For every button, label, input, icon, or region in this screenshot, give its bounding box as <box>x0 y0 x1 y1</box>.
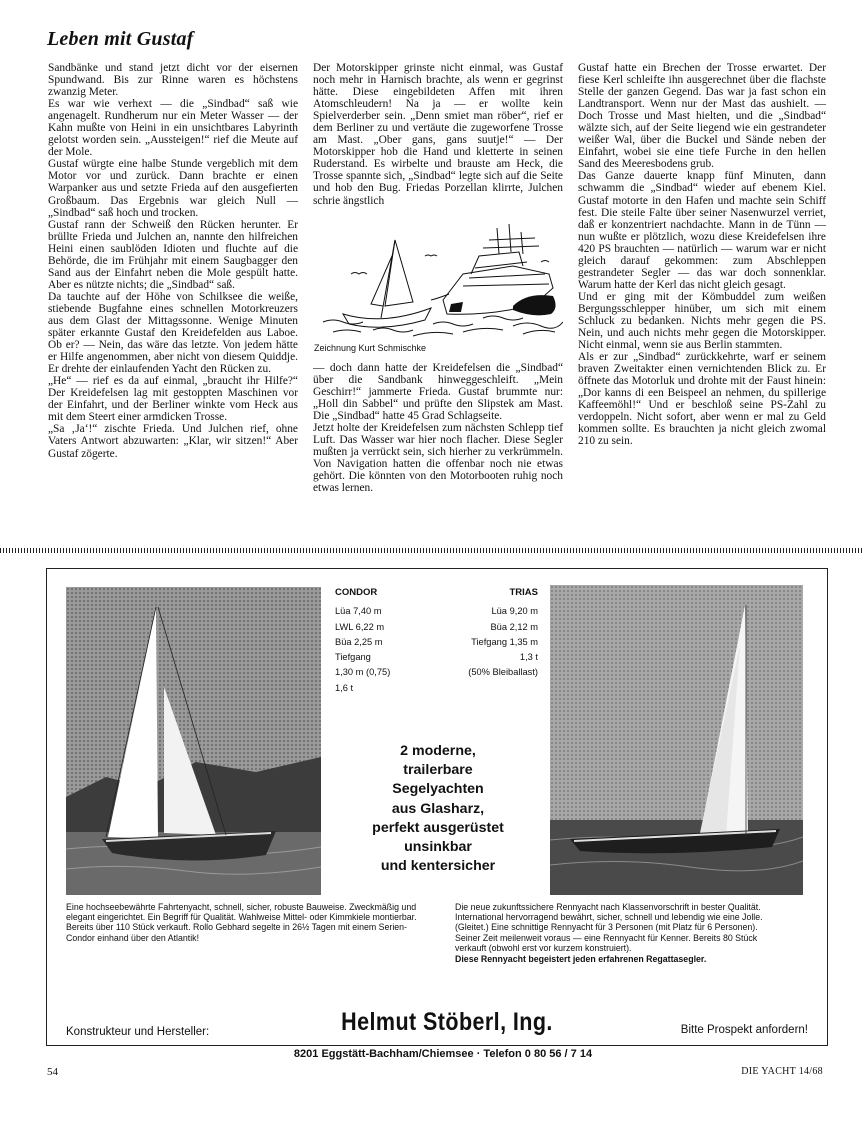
condor-specs <box>335 585 425 696</box>
article-column-2-top <box>313 62 563 207</box>
headline-line: trailerbare <box>403 762 473 779</box>
paragraph: „Sa ‚Ja‘!“ zischte Frieda. Und Julchen rief, ohne Vaters Antwort abzuwarten: „Klar, wir sitzen!“ Aber Gustaf zögerte. <box>48 423 298 460</box>
maker-label: Konstrukteur und Hersteller: <box>66 1026 210 1038</box>
headline-line: unsinkbar <box>404 839 472 856</box>
condor-name: CONDOR <box>335 587 378 598</box>
boat-sketch-illustration <box>313 222 563 340</box>
trias-description-block <box>455 902 785 964</box>
headline-line: 2 moderne, <box>400 743 476 759</box>
paragraph: „He“ — rief es da auf einmal, „braucht ihr Hilfe?“ Der Kreidefelsen lag mit gestoppten Maschinen vor der Einfahrt, und der Berliner winkte vom Heck aus mit dem Steert einer armdicken Trosse. <box>48 375 298 424</box>
paragraph: Und er ging mit der Kömbuddel zum weißen Bergungsschlepper hinüber, um sich mit einem Schluck zu bedanken. Nichts mehr gegen die PS. Nein, und auch nichts mehr gegen die Motorskipper. Nicht einmal, wenn sie aus Berlin stammten. <box>578 290 826 352</box>
spec-line: Büa 2,12 m <box>490 621 538 632</box>
paragraph: Der Motorskipper grinste nicht einmal, was Gustaf noch mehr in Harnisch brachte, als wenn er gegrinst hätte. Diese eingebildeten Affen mit ihren Atomschleudern! Na ja — er wollte kein Spielverderber sein. „Denn smiet man röber“, rief er dem Berliner zu und vertäute die zugeworfene Trosse am Mast. „Ober gans, gans suutje!“ — Der Motorskipper hob die Hand und kletterte in seinen Ruderstand. Es wirbelte und brauste am Heck, die Trosse spannte sich, „Sindbad“ legte sich auf die Seite und hob den Bug. Friedas Porzellan klirrte, Julchen schrie ängstlich <box>313 62 563 207</box>
trias-specs <box>430 585 538 681</box>
spec-line: (50% Bleiballast) <box>468 667 538 678</box>
spec-line: 1,30 m (0,75) <box>335 667 391 678</box>
article-title: Leben mit Gustaf <box>47 28 194 50</box>
paragraph: Gustaf rann der Schweiß den Rücken herunter. Er brüllte Frieda und Julchen an, nannte den hilfreichen Heini einen saublöden Idioten und fluchte auf die Behörde, die im Frühjahr mit einem Saugbagger den Sand aus der Einfahrt neben die Mole gespült hatte. Aber es nützte nichts; die „Sindbad“ saß. <box>48 218 298 291</box>
condor-description: Eine hochseebewährte Fahrtenyacht, schnell, sicher, robuste Bauweise. Zweckmäßig und elegant eingerichtet. Ein Begriff für Qualität. Wahlweise Mittel- oder Kimmkiele montierbar. Bereits über 110 Stück verkauft. Rollo Gebhard segelte in 26½ Tagen mit einem Serien-Condor einhand über den Atlantik! <box>66 902 417 943</box>
spec-line: 1,3 t <box>519 652 538 663</box>
headline-line: aus Glasharz, <box>391 800 485 817</box>
spec-line: Lüa 7,40 m <box>335 606 382 617</box>
ad-headline <box>330 742 546 876</box>
paragraph: Es war wie verhext — die „Sindbad“ saß wie angenagelt. Rundherum nur ein Meter Wasser — der Kahn mußte von Heini in ein unsichtbares Labyrinth gelotst worden sein. „Aussteigen!“ rief die Meute auf der Mole. <box>48 98 298 159</box>
article-column-2-bottom <box>313 362 563 495</box>
paragraph: Das Ganze dauerte knapp fünf Minuten, dann schwamm die „Sindbad“ wieder auf ebenem Kiel. Gustaf motorte in den Hafen und machte sein Schiff fest. Die steile Falte über seiner Nasenwurzel verriet, daß er konzentriert nachdachte. Mann in de Tünn — nun wußte er plötzlich, wozu diese Kreidefelsen ihre 420 PS brauchten — natürlich — warum war er nicht gleich darauf gekommen: zum Abschleppen gestrandeter Segler — das war doch sonnenklar. Warum hatte der Kerl das nicht gleich gesagt. <box>578 170 826 291</box>
prospect-cta: Bitte Prospekt anfordern! <box>680 1024 808 1036</box>
paragraph: — doch dann hatte der Kreidefelsen die „Sindbad“ über die Sandbank hinweggeschleift. „Mein Geschirr!“ jammerte Frieda. Gustaf brummte nur: „Holl din Sabbel“ und prüfte den Slipstek am Mast. Die „Sindbad“ hatte 45 Grad Schlagseite. <box>313 362 563 423</box>
headline-line: und kentersicher <box>380 858 496 875</box>
condor-yacht-photo <box>66 587 321 895</box>
article-column-1 <box>48 62 298 460</box>
magazine-issue: DIE YACHT 14/68 <box>741 1066 823 1077</box>
article-column-3 <box>578 62 826 448</box>
trias-tagline: Diese Rennyacht begeistert jeden erfahrenen Regattasegler. <box>455 954 707 965</box>
paragraph: Jetzt holte der Kreidefelsen zum nächsten Schlepp tief Luft. Das Wasser war hier noch flacher. Diese Segler mußten ja verrückt sein, sich hierher zu verkrümmeln. Von Navigation hatten die offenbar noch nie etwas gehört. Die könnten von den Motorbooten ruhig noch etwas lernen. <box>313 422 563 495</box>
maker-address: 8201 Eggstätt-Bachham/Chiemsee · Telefon 0 80 56 / 7 14 <box>293 1048 593 1060</box>
page-divider <box>0 548 864 553</box>
paragraph: Als er zur „Sindbad“ zurückkehrte, warf er seinem braven Zweitakter einen vernichtenden Blick zu. Er öffnete das Motorluk und drohte mit der Faust hinein: „Dor kanns di een Beispeel an nehmen, du spillerige Kaffeemöhl!“ Und er beschloß seine PS-Zahl zu verdoppeln. Nicht sofort, aber wenn er mal zu Geld kommen sollte. Es brauchten ja nicht gleich zwomal 210 zu sein. <box>578 351 826 448</box>
paragraph: Gustaf würgte eine halbe Stunde vergeblich mit dem Motor vor und zurück. Dann brachte er einen Warpanker aus und setzte Frieda auf den ausgefierten Großbaum. Das Ergebnis war gleich Null — „Sindbad“ saß hoch und trocken. <box>48 158 298 219</box>
page-number: 54 <box>47 1066 58 1078</box>
illustration-credit: Zeichnung Kurt Schmischke <box>314 343 427 353</box>
headline-line: Segelyachten <box>392 781 484 798</box>
spec-line: Tiefgang 1,35 m <box>471 636 538 647</box>
paragraph: Gustaf hatte ein Brechen der Trosse erwartet. Der fiese Kerl schleifte ihn ausgerechnet über die flachste Stelle der ganzen Gegend. Das war ja fast schon ein Landtransport. Wenn nur der Mast das aushielt. — Doch Trosse und Mast hielten, und die „Sindbad“ wälzte sich, auf der Seite liegend wie ein gestrandeter weißer Wal, über die Buckel und Sände neben der Einfahrt, wobei sie eine tiefe Furche in den hellen Sand des Meeresbodens grub. <box>578 62 826 171</box>
spec-line: Büa 2,25 m <box>335 636 383 647</box>
paragraph: Da tauchte auf der Höhe von Schilksee die weiße, stiebende Bugfahne eines schnellen Motorkreuzers aus dem Glast der Mittagssonne. Wenige Minuten später erkannte Gustaf den Kreidefelden aus Laboe. Ob er? — Nein, das wäre das letzte. Von jedem hätte er Hilfe angenommen, aber nicht von diesem Quiddje. Er drehte der einlaufenden Yacht den Rücken zu. <box>48 290 298 376</box>
headline-line: perfekt ausgerüstet <box>372 819 504 836</box>
spec-line: LWL 6,22 m <box>335 621 385 632</box>
maker-name: Helmut Stöberl, Ing. <box>341 1008 553 1036</box>
paragraph: Sandbänke und stand jetzt dicht vor der eisernen Spundwand. Bis zur Rinne waren es höchstens zwanzig Meter. <box>48 62 298 99</box>
spec-line: 1,6 t <box>335 682 354 693</box>
spec-line: Lüa 9,20 m <box>491 606 538 617</box>
spec-line: Tiefgang <box>335 652 371 663</box>
trias-yacht-photo <box>550 585 803 895</box>
trias-description: Die neue zukunftssichere Rennyacht nach Klassenvorschrift in bester Qualität. International hervorragend bewährt, sicher, schnell und lebendig wie eine Jolle. (Gleitet.) Eine schnittige Rennyacht für 3 Personen (mit Platz für 6 Personen). Seiner Zeit meilenweit voraus — eine Rennyacht für Kenner. Bereits 80 Stück verkauft (obwohl erst vor kurzem konstruiert). <box>455 902 763 953</box>
trias-name: TRIAS <box>509 587 538 598</box>
